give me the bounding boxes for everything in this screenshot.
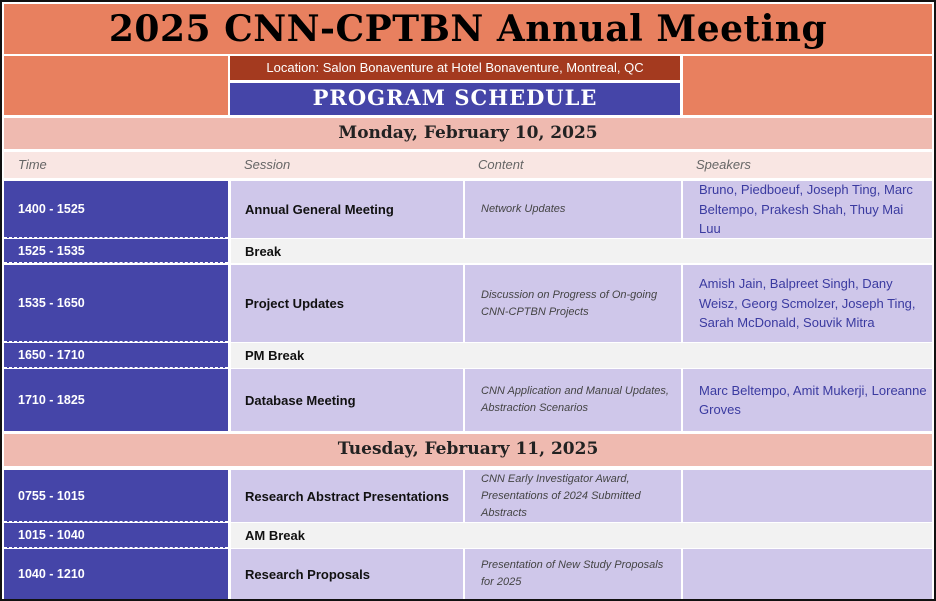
break-cell: PM Break [231, 343, 932, 368]
time-cell: 1650 - 1710 [4, 343, 228, 368]
page-title: 2025 CNN-CPTBN Annual Meeting [4, 4, 932, 54]
program-schedule-banner: PROGRAM SCHEDULE [230, 83, 680, 115]
session-cell: Annual General Meeting [231, 181, 463, 238]
column-header-content: Content [464, 152, 682, 178]
content-cell: Discussion on Progress of On-going CNN-CPTBN Projects [465, 265, 681, 342]
session-cell: Project Updates [231, 265, 463, 342]
break-cell: AM Break [231, 523, 932, 548]
time-cell: 1040 - 1210 [4, 549, 228, 599]
speakers-cell [683, 549, 932, 599]
speakers-cell: Bruno, Piedboeuf, Joseph Ting, Marc Beltempo, Prakesh Shah, Thuy Mai Luu [683, 181, 932, 238]
speakers-cell [683, 470, 932, 522]
time-cell: 1525 - 1535 [4, 239, 228, 263]
column-header-session: Session [230, 152, 464, 178]
header-left-band [4, 56, 228, 115]
content-cell: CNN Early Investigator Award, Presentations of 2024 Submitted Abstracts [465, 470, 681, 522]
speakers-cell: Amish Jain, Balpreet Singh, Dany Weisz, Georg Scmolzer, Joseph Ting, Sarah McDonald, Souvik Mitra [683, 265, 932, 342]
content-cell: CNN Application and Manual Updates, Abstraction Scenarios [465, 369, 681, 431]
break-cell: Break [231, 239, 932, 263]
time-cell: 1535 - 1650 [4, 265, 228, 342]
column-header-speakers: Speakers [682, 152, 932, 178]
day-heading-monday: Monday, February 10, 2025 [4, 118, 932, 149]
day-heading-tuesday: Tuesday, February 11, 2025 [4, 434, 932, 466]
session-cell: Research Abstract Presentations [231, 470, 463, 522]
time-cell: 0755 - 1015 [4, 470, 228, 522]
speakers-cell: Marc Beltempo, Amit Mukerji, Loreanne Groves [683, 369, 932, 431]
time-cell: 1710 - 1825 [4, 369, 228, 431]
time-cell: 1015 - 1040 [4, 523, 228, 548]
location-banner: Location: Salon Bonaventure at Hotel Bonaventure, Montreal, QC [230, 56, 680, 80]
session-cell: Research Proposals [231, 549, 463, 599]
content-cell: Network Updates [465, 181, 681, 238]
column-header-time: Time [4, 152, 230, 178]
time-cell: 1400 - 1525 [4, 181, 228, 238]
content-cell: Presentation of New Study Proposals for 2025 [465, 549, 681, 599]
header-right-band [683, 56, 932, 115]
session-cell: Database Meeting [231, 369, 463, 431]
